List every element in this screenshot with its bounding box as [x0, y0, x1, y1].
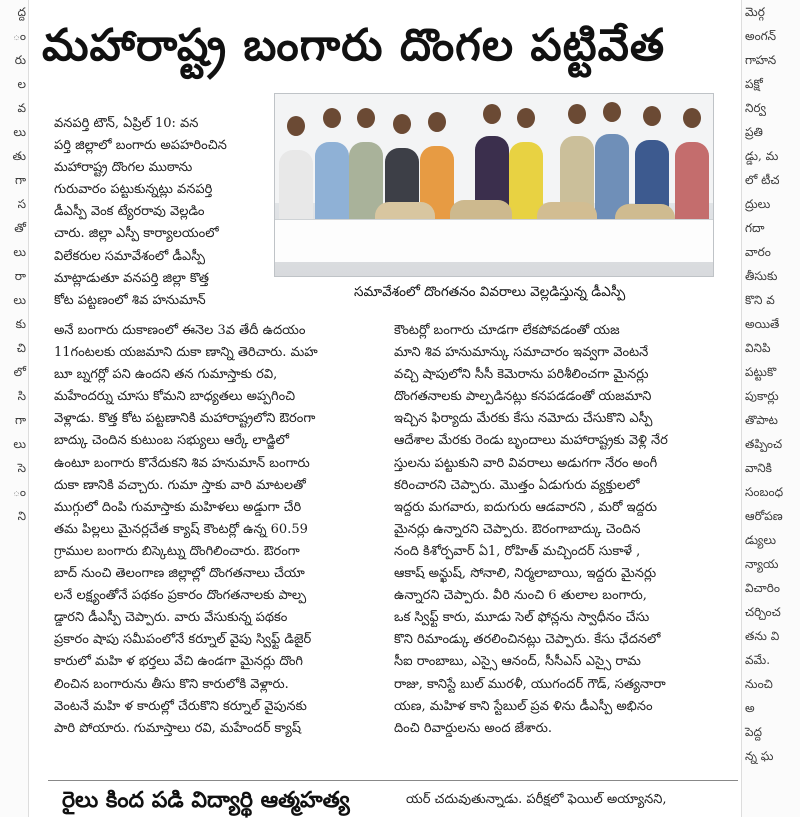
- body-line: ఆదేశాల మేరకు రెండు బృందాలు మహారాష్ట్రకు వెళ్లి నేర: [394, 433, 668, 449]
- body-line: దుకా ణానికి వచ్చారు. గుమా స్తాకు వారి మాటలతో: [54, 477, 306, 493]
- neighbor-text-fragment: ద్రులు: [745, 197, 771, 211]
- body-line: లనే లక్ష్యంతోనే పథకం ప్రకారం దొంగతనాలకు పాల్ప: [54, 588, 307, 604]
- neighbor-text-fragment: పట్టుకొ: [745, 365, 777, 379]
- body-line: బాద్ నుంచి తెలంగాణ జిల్లాల్లో దొంగతనాలు చేయా: [54, 566, 305, 582]
- neighbor-text-fragment: గా: [14, 173, 26, 187]
- intro-line: మహారాష్ట్ర దొంగల ముఠాను: [54, 160, 193, 176]
- body-line: దొంగతనాలకు పాల్పడినట్లు కనపడడంతో యజమాని: [394, 389, 652, 405]
- body-line: తమ పిల్లలు మైనర్లచేత క్యాష్ కౌంటర్లో ఉన్న 60.59: [54, 521, 308, 537]
- article-intro: [54, 113, 266, 312]
- neighbor-text-fragment: సి: [17, 389, 26, 403]
- neighbor-text-fragment: తో: [14, 221, 26, 235]
- neighbor-text-fragment: వారం: [745, 245, 771, 259]
- neighbor-text-fragment: అ: [745, 701, 755, 715]
- body-line: కరించారని చెప్పారు. మొత్తం ఏడుగురు వ్యక్తులలో: [394, 477, 640, 493]
- neighbor-text-fragment: గదా: [745, 221, 765, 235]
- intro-line: కోట పట్టణంలో శివ హనుమాన్: [54, 292, 206, 308]
- neighbor-text-fragment: ం: [12, 29, 26, 43]
- neighbor-text-fragment: తప్పించ: [745, 437, 783, 451]
- neighbor-text-fragment: ని: [17, 509, 26, 523]
- body-line: రాజు, కానిస్టే బుల్ మురళీ, యుగందర్ గౌడ్, సత్యనారా: [394, 676, 666, 692]
- body-line: దించి రివార్డులను అంద జేశారు.: [394, 720, 552, 736]
- intro-line: గురువారం పట్టుకున్నట్లు వనపర్తి: [54, 182, 213, 198]
- neighbor-text-fragment: నుంచి: [745, 677, 773, 691]
- neighbor-text-fragment: పక్షో: [745, 77, 763, 91]
- intro-line: వనపర్తి టౌన్, ఏప్రిల్ 10: వన: [54, 116, 199, 131]
- left-neighbor-column: [0, 0, 29, 817]
- neighbor-text-fragment: లు: [13, 293, 26, 307]
- neighbor-text-fragment: సె: [17, 461, 26, 475]
- neighbor-text-fragment: ల: [17, 77, 26, 91]
- neighbor-text-fragment: వానికి: [745, 461, 772, 475]
- body-line: మహేందర్ను చూసు కోమని బాధ్యతలు అప్పగించి: [54, 389, 296, 405]
- neighbor-text-fragment: ం: [12, 485, 26, 499]
- body-line: ముగ్గులో దింపి గుమాస్తాకు మహిళలు అడ్డుగా చేరి: [54, 499, 302, 515]
- body-line: లించిన బంగారును తీసు కొని కారులోకి వెళ్లారు.: [54, 676, 289, 692]
- neighbor-text-fragment: స: [17, 197, 26, 211]
- neighbor-text-fragment: తను వి: [745, 629, 780, 643]
- body-line: మాని శివ హనుమాన్కు సమాచారం ఇవ్వగా వెంటనే: [394, 345, 649, 361]
- neighbor-text-fragment: కొని వ: [745, 293, 775, 307]
- neighbor-text-fragment: అంగన్: [745, 29, 777, 43]
- body-line: ఆకాష్ అన్ఖుష్, సోనాలి, నిర్మలాబాయి, ఇద్దరు మైనర్లు: [394, 566, 657, 582]
- article-headline: మహారాష్ట్ర బంగారు దొంగల పట్టివేత: [42, 20, 666, 71]
- body-line: కారులో మహి ళ భర్తలు వేచి ఉండగా మైనర్లు దొంగి: [54, 654, 304, 670]
- neighbor-text-fragment: కు: [15, 317, 26, 331]
- intro-line: విలేకరుల సమావేశంలో డీఎస్పీ: [54, 248, 206, 264]
- article-body-column-1: [54, 320, 389, 740]
- press-meet-photo: [274, 93, 714, 277]
- neighbor-text-fragment: తొపాట: [745, 413, 778, 427]
- neighbor-text-fragment: పుకార్లు: [745, 389, 779, 403]
- body-line: కొని రిమాండ్కు తరలించినట్లు చెప్పారు. కేసు ఛేదనలో: [394, 632, 661, 648]
- next-article-headline: రైలు కింద పడి విద్యార్థి ఆత్మహత్య: [62, 788, 350, 813]
- body-line: స్తులను పట్టుకుని వారి వివరాలు అడుగగా నేరం అంగీ: [394, 455, 658, 471]
- neighbor-text-fragment: అయితే: [745, 317, 780, 331]
- body-line: గ్రాముల బంగారు బిస్కెట్ను దొంగిలించారు. ఔరంగా: [54, 543, 300, 559]
- neighbor-text-fragment: మెర్గ: [745, 5, 765, 19]
- neighbor-text-fragment: లు: [13, 245, 26, 259]
- neighbor-text-fragment: వినిపి: [745, 341, 771, 355]
- neighbor-text-fragment: రు: [14, 53, 26, 67]
- body-line: వెంటనే మహి ళ కారుల్లో చేరుకొని కర్నూల్ వైపునకు: [54, 698, 307, 714]
- body-line: అనే బంగారు దుకాణంలో ఈనెల 3వ తేదీ ఉదయం: [54, 323, 306, 338]
- neighbor-text-fragment: న్న ఘ: [745, 749, 774, 763]
- intro-line: మాట్లాడుతూ వనపర్తి జిల్లా కొత్త: [54, 270, 210, 286]
- body-line: ఒక స్విఫ్ట్ కారు, మూడు సెల్ ఫోన్లను స్వాధీనం చేసు: [394, 610, 650, 626]
- body-line: వచ్చి షాపులోని సీసీ కెమెరాను పరిశీలించగా మైనర్లు: [394, 367, 649, 383]
- neighbor-text-fragment: ఆరోపణ: [745, 509, 783, 523]
- neighbor-text-fragment: వమే.: [745, 653, 771, 667]
- intro-line: డీఎస్పీ వెంక ట్యేరరావు వెల్లడిం: [54, 204, 205, 220]
- body-line: ఇచ్చిన ఫిర్యాదు మేరకు కేసు నమోదు చేసుకొని ఎస్పీ: [394, 411, 653, 427]
- body-line: సీఐ రాంబాబు, ఎస్సై ఆనంద్, సీసీఎస్ ఎస్సై రామ: [394, 654, 641, 670]
- neighbor-text-fragment: లు: [13, 125, 26, 139]
- body-line: వెళ్లాడు. కొత్త కోట పట్టణానికి మహారాష్ట్రలోని ఔరంగా: [54, 411, 316, 427]
- next-article-snippet: యర్ చదువుతున్నాడు. పరీక్షలో ఫెయిల్ అయ్యానని,: [406, 792, 667, 807]
- neighbor-text-fragment: చర్చించ: [745, 605, 781, 619]
- article-divider: [48, 780, 738, 781]
- neighbor-text-fragment: తు: [12, 149, 26, 163]
- body-line: 11గంటలకు యజమాని దుకా ణాన్ని తెరిచారు. మహ: [54, 345, 318, 361]
- neighbor-text-fragment: నిర్వ: [745, 101, 767, 115]
- body-line: ఉన్నారని చెప్పారు. వీరి నుంచి 6 తులాల బంగారు,: [394, 588, 647, 604]
- body-line: ఇద్దరు మగవారు, ఐదుగురు ఆడవారని , మరో ఇద్దరు: [394, 499, 657, 515]
- article-page: [34, 0, 740, 817]
- neighbor-text-fragment: డ్యులు: [745, 533, 777, 547]
- article-body-column-2: [394, 320, 734, 740]
- body-line: డ్డారని డీఎస్పీ చెప్పారు. వారు వేసుకున్న పథకం: [54, 610, 288, 626]
- body-line: బూ బ్నగర్లో పని ఉందని తన గుమాస్తాకు రవి,: [54, 367, 278, 383]
- body-line: బాద్కు చెందిన కుటుంబ సభ్యులు ఆర్కే లాడ్జిలో: [54, 433, 289, 449]
- neighbor-text-fragment: డ్డు, మ: [745, 149, 779, 163]
- intro-line: పర్తి జిల్లాలో బంగారు అపహరించిన: [54, 138, 227, 154]
- body-line: ఉంటూ బంగారు కొనేదుకని శివ హనుమాన్ బంగారు: [54, 455, 310, 471]
- neighbor-text-fragment: న్యాయ: [745, 557, 779, 571]
- neighbor-text-fragment: లో టీచ: [745, 173, 780, 187]
- body-line: యణ, మహిళ కాని స్టేబుల్ ప్రవ ళిను డీఎస్పీ అభినం: [394, 698, 653, 714]
- neighbor-text-fragment: ప్రతి: [745, 125, 763, 139]
- intro-line: చారు. జిల్లా ఎస్పీ కార్యాలయంలో: [54, 226, 219, 242]
- body-line: పారి పోయారు. గుమాస్తాలు రవి, మహేందర్ క్యాష్: [54, 720, 302, 736]
- neighbor-text-fragment: రా: [14, 269, 26, 283]
- neighbor-text-fragment: ద్ద: [17, 5, 26, 19]
- right-neighbor-column: [741, 0, 800, 817]
- neighbor-text-fragment: విచారిం: [745, 581, 780, 595]
- neighbor-text-fragment: లు: [13, 437, 26, 451]
- body-line: ప్రకారం షాపు సమీపంలోనే కర్నూల్ వైపు స్విఫ్ట్ డిజైర్: [54, 632, 312, 648]
- neighbor-text-fragment: వ: [17, 101, 26, 115]
- body-line: నంది కిశోర్పవార్ ఏ1, రోహిత్ మచ్చిందర్ సుకాళే ,: [394, 543, 641, 559]
- neighbor-text-fragment: లో: [13, 365, 26, 379]
- neighbor-text-fragment: గా: [14, 413, 26, 427]
- body-line: కౌంటర్లో బంగారు చూడగా లేకపోవడంతో యజ: [394, 323, 620, 338]
- body-line: మైనర్లు ఉన్నారని చెప్పారు. ఔరంగాబాద్కు చెందిన: [394, 521, 641, 537]
- neighbor-text-fragment: సంబంధ: [745, 485, 784, 499]
- neighbor-text-fragment: పెద్ద: [745, 725, 763, 739]
- neighbor-text-fragment: చి: [16, 341, 26, 355]
- neighbor-text-fragment: గాహన: [745, 53, 777, 67]
- photo-caption: సమావేశంలో దొంగతనం వివరాలు వెల్లడిస్తున్న డీఎస్పీ: [354, 284, 626, 300]
- neighbor-text-fragment: తీసుకు: [745, 269, 778, 283]
